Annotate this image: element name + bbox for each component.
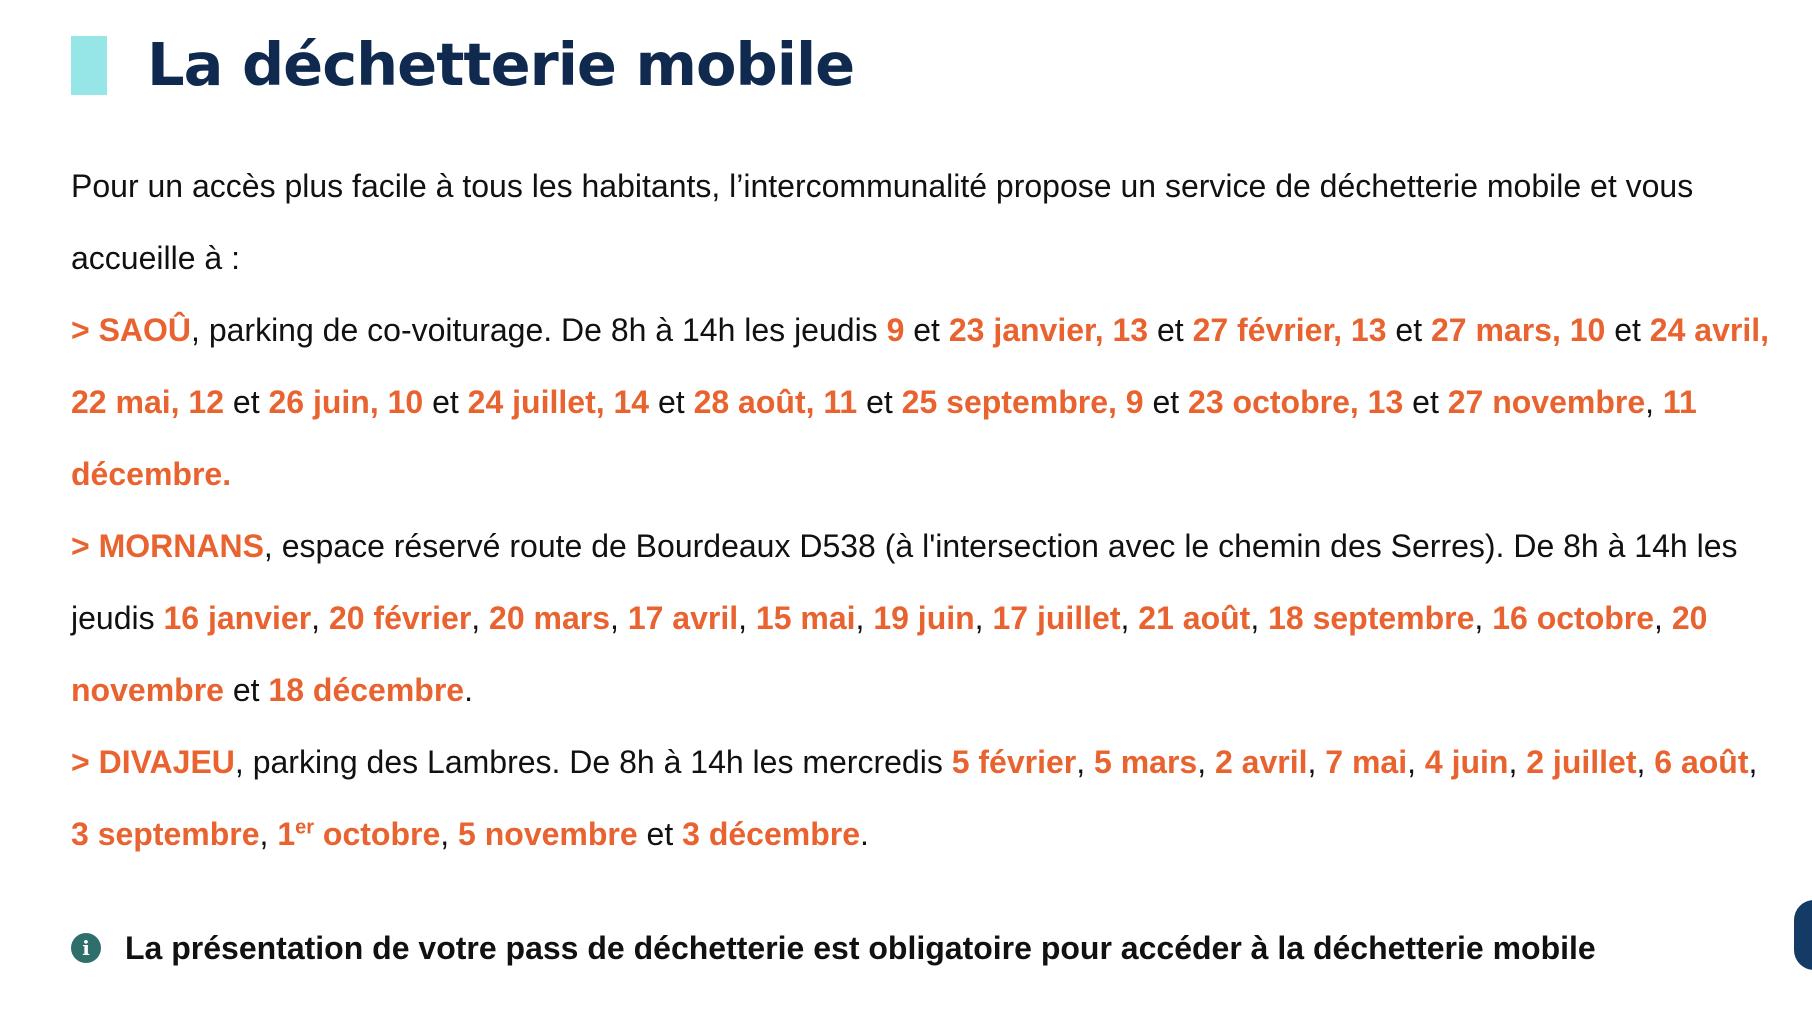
schedule-date [268, 384, 423, 420]
schedule-date-text: 11 décembre. [71, 384, 1697, 492]
schedule-date-text: 7 mai [1325, 744, 1408, 780]
intro-paragraph: Pour un accès plus facile à tous les habitants, l’intercommunalité propose un service de déchetterie mobile et vous accueille à : [71, 168, 1694, 276]
schedule-date [1188, 384, 1403, 420]
floating-widget-button[interactable] [1794, 900, 1812, 970]
schedule-date [1268, 600, 1474, 636]
schedule-date [902, 384, 1144, 420]
schedule-date-text: 25 septembre, 9 [901, 384, 1144, 420]
separator-text: , [1120, 600, 1139, 636]
separator-text: , [855, 600, 874, 636]
schedule-date-text: 20 novembre [71, 600, 1708, 708]
schedule-date [71, 816, 260, 852]
schedule-date-text: 27 février, 13 [1192, 312, 1387, 348]
separator-text: , [1250, 600, 1269, 636]
schedule-date [458, 816, 638, 852]
schedule-date-text: 15 mai [755, 600, 856, 636]
separator-text: , [1636, 744, 1655, 780]
separator-text: , [1474, 600, 1493, 636]
schedule-date [268, 672, 464, 708]
separator-text: , [738, 600, 756, 636]
separator-text: et [1386, 312, 1431, 348]
separator-text: , [1508, 744, 1527, 780]
schedule-content [71, 150, 1771, 870]
schedule-date-text: 3 septembre [71, 816, 260, 852]
schedule-date [992, 600, 1120, 636]
separator-text: et [1143, 384, 1189, 420]
title-accent-bar [71, 36, 107, 95]
schedule-date-text: 3 décembre [682, 816, 860, 852]
schedule-date-text: 20 mars [489, 600, 611, 636]
schedule-date-text: 18 septembre [1268, 600, 1475, 636]
separator-text: et [224, 384, 269, 420]
schedule-date [1094, 744, 1197, 780]
location-description: , parking des Lambres. De 8h à 14h les mercredis [234, 744, 952, 780]
schedule-date-text: 6 août [1654, 744, 1749, 780]
separator-text: , [1654, 600, 1672, 636]
page-title: La déchetterie mobile [147, 30, 855, 99]
schedule-date [1492, 600, 1654, 636]
schedule-date-text: 2 juillet [1526, 744, 1637, 780]
separator-text: et [904, 312, 949, 348]
schedule-date [329, 600, 471, 636]
separator-text: et [1148, 312, 1193, 348]
schedule-date-text: 20 février [328, 600, 472, 636]
schedule-date-text: 19 juin [873, 600, 975, 636]
separator-text: et [637, 816, 683, 852]
separator-text: . [860, 816, 869, 852]
location-paragraph [71, 726, 1771, 870]
separator-text: , [1645, 384, 1663, 420]
schedule-date-text: 18 décembre [268, 672, 465, 708]
locations-list [71, 294, 1771, 870]
separator-text: , [1407, 744, 1425, 780]
ordinal-suffix: er [295, 816, 315, 839]
location-description: , espace réservé route de Bourdeaux D538 (à l'intersection avec le chemin des Serres). De 8h à 14h les jeudis [71, 528, 1738, 636]
schedule-date [489, 600, 610, 636]
schedule-date [1431, 312, 1605, 348]
schedule-date [468, 384, 649, 420]
separator-text: et [1605, 312, 1650, 348]
separator-text: , [1748, 744, 1758, 780]
schedule-date [694, 384, 858, 420]
separator-text: , [974, 600, 993, 636]
separator-text: et [1403, 384, 1448, 420]
schedule-date [1325, 744, 1407, 780]
schedule-date [873, 600, 974, 636]
location-paragraph [71, 294, 1771, 510]
schedule-date-text: 27 mars, 10 [1430, 312, 1606, 348]
separator-text: et [649, 384, 694, 420]
schedule-date-text: 17 juillet [992, 600, 1121, 636]
schedule-date-text: 24 avril, 22 mai, 12 [71, 312, 1769, 420]
schedule-date-text: 16 octobre [1492, 600, 1655, 636]
schedule-date-text: 21 août [1138, 600, 1251, 636]
schedule-date-text: 5 novembre [458, 816, 638, 852]
schedule-date [1526, 744, 1636, 780]
schedule-date [164, 600, 312, 636]
schedule-date [1215, 744, 1308, 780]
info-icon: i [71, 933, 101, 963]
separator-text: , [440, 816, 459, 852]
schedule-date [1425, 744, 1509, 780]
schedule-date [949, 312, 1148, 348]
separator-text: . [464, 672, 473, 708]
schedule-date-text: 9 [886, 312, 905, 348]
schedule-date-text: 27 novembre [1447, 384, 1646, 420]
notice-text: La présentation de votre pass de déchetterie est obligatoire pour accéder à la déchetterie mobile [125, 930, 1596, 966]
schedule-date-text: 23 octobre, 13 [1188, 384, 1404, 420]
schedule-date-text: 4 juin [1424, 744, 1509, 780]
schedule-date [887, 312, 905, 348]
schedule-date-text: 26 juin, 10 [268, 384, 424, 420]
schedule-date [1654, 744, 1748, 780]
schedule-date [1448, 384, 1645, 420]
schedule-date [756, 600, 856, 636]
separator-text: , [311, 600, 329, 636]
schedule-date [628, 600, 738, 636]
separator-text: , [259, 816, 278, 852]
schedule-date-text: 5 février [951, 744, 1077, 780]
pass-notice [71, 928, 1596, 968]
schedule-date-text: 16 janvier [163, 600, 312, 636]
schedule-date-text: 17 avril [627, 600, 739, 636]
schedule-date-text: 28 août, 11 [693, 384, 858, 420]
schedule-date [952, 744, 1077, 780]
separator-text: , [471, 600, 490, 636]
schedule-date [1193, 312, 1387, 348]
location-paragraph [71, 510, 1771, 726]
schedule-date-text: 1 [277, 816, 296, 852]
separator-text: et [223, 672, 269, 708]
separator-text: et [423, 384, 468, 420]
schedule-date [682, 816, 860, 852]
location-name: > SAOÛ [71, 312, 192, 348]
page-title-row [71, 30, 855, 99]
separator-text: et [857, 384, 902, 420]
location-name: > DIVAJEU [71, 744, 235, 780]
location-description: , parking de co-voiturage. De 8h à 14h les jeudis [191, 312, 887, 348]
separator-text: , [610, 600, 628, 636]
schedule-date [1138, 600, 1250, 636]
schedule-date-text: 23 janvier, 13 [948, 312, 1149, 348]
schedule-date-month: octobre [314, 816, 441, 852]
schedule-date-text: 2 avril [1214, 744, 1308, 780]
schedule-date-text: 5 mars [1094, 744, 1198, 780]
location-name: > MORNANS [71, 528, 264, 564]
schedule-date [277, 816, 440, 852]
separator-text: , [1076, 744, 1095, 780]
schedule-date-text: 24 juillet, 14 [467, 384, 650, 420]
separator-text: , [1197, 744, 1215, 780]
separator-text: , [1307, 744, 1326, 780]
